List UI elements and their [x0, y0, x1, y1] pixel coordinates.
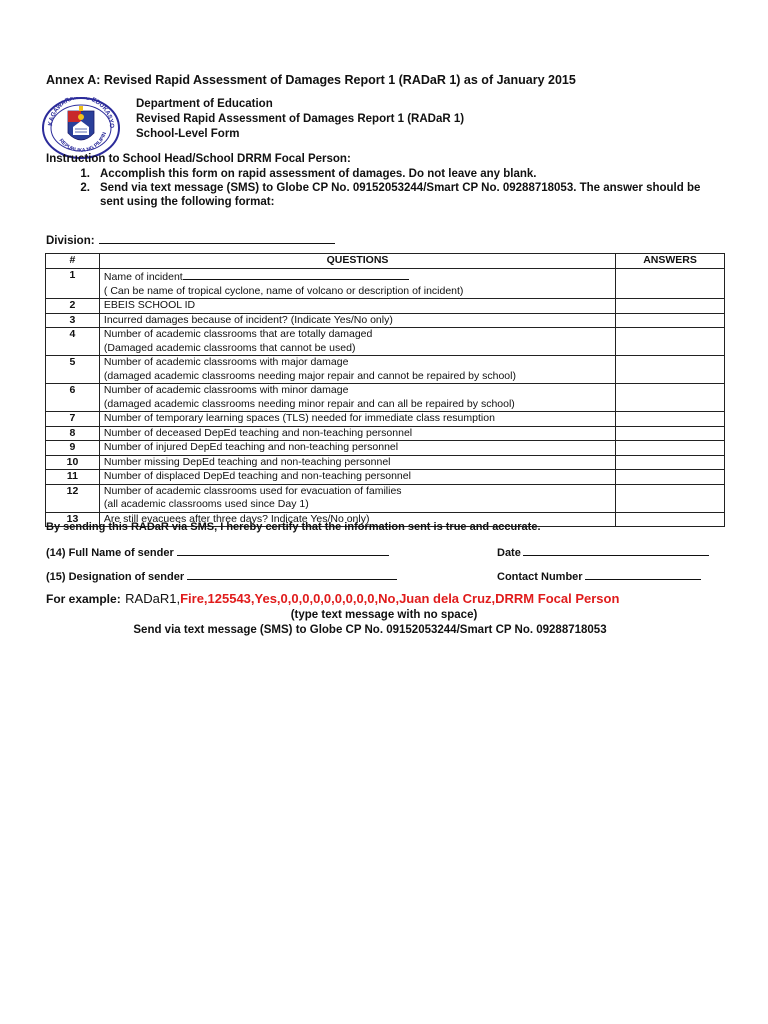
table-row	[46, 269, 725, 299]
answer-cell[interactable]	[616, 269, 725, 299]
table-row	[46, 470, 725, 485]
row-number: 3	[46, 313, 100, 328]
row-number: 6	[46, 384, 100, 412]
question-text	[104, 427, 611, 441]
row-number: 12	[46, 484, 100, 512]
question-line: Number of academic classrooms with minor damage	[103, 384, 349, 396]
question-subtext: (damaged academic classrooms needing major repair and cannot be repaired by school)	[103, 369, 516, 382]
question-text	[104, 384, 611, 398]
example-message	[46, 590, 619, 608]
date-input-line[interactable]	[523, 545, 709, 556]
answer-cell[interactable]	[616, 455, 725, 470]
form-level: School-Level Form	[136, 128, 240, 140]
row-number: 13	[46, 512, 100, 527]
row-number: 8	[46, 426, 100, 441]
question-line: Number of temporary learning spaces (TLS) needed for immediate class resumption	[103, 412, 495, 424]
full-name-input-line[interactable]	[177, 545, 389, 556]
question-text	[104, 412, 611, 426]
no-space-note: (type text message with no space)	[290, 609, 478, 621]
question-line: EBEIS SCHOOL ID	[103, 299, 196, 311]
table-row	[46, 441, 725, 456]
answer-cell[interactable]	[616, 412, 725, 427]
question-line: Number of displaced DepEd teaching and non-teaching personnel	[103, 470, 411, 482]
example-code: RADaR1,	[125, 591, 181, 606]
instruction-item	[46, 167, 736, 181]
form-header	[136, 97, 464, 142]
date-field	[497, 545, 709, 559]
row-number: 5	[46, 356, 100, 384]
answer-cell[interactable]	[616, 313, 725, 328]
question-text	[104, 328, 611, 342]
instruction-text: Send via text message (SMS) to Globe CP No. 09152053244/Smart CP No. 09288718053. The answer should be	[100, 182, 701, 194]
row-number: 7	[46, 412, 100, 427]
question-text	[104, 314, 611, 328]
send-sms-note: Send via text message (SMS) to Globe CP No. 09152053244/Smart CP No. 09288718053	[133, 624, 607, 636]
row-number: 11	[46, 470, 100, 485]
seal-bottom-text: REPUBLIKA NG PILIPIN	[57, 131, 108, 154]
question-line: Number of academic classrooms that are totally damaged	[103, 328, 373, 340]
department-name: Department of Education	[136, 98, 273, 110]
question-line: Name of incident	[103, 271, 183, 283]
table-row	[46, 384, 725, 412]
question-line: Number of injured DepEd teaching and non-teaching personnel	[103, 441, 399, 453]
question-cell	[99, 455, 615, 470]
question-cell	[99, 384, 615, 412]
question-cell	[99, 299, 615, 314]
example-label: For example:	[46, 592, 121, 606]
date-label: Date	[497, 547, 521, 559]
answer-cell[interactable]	[616, 328, 725, 356]
designation-label: (15) Designation of sender	[46, 571, 185, 583]
instructions-title: Instruction to School Head/School DRRM Focal Person:	[46, 153, 351, 165]
question-subtext: (all academic classrooms used since Day 1)	[103, 498, 309, 510]
incident-name-line	[183, 269, 409, 280]
question-line: Number of academic classrooms used for evacuation of families	[103, 484, 402, 497]
designation-input-line[interactable]	[187, 569, 397, 580]
question-cell	[99, 470, 615, 485]
seal-top-text: KAGAWARAN NG EDUKASYO	[47, 97, 116, 129]
row-number: 4	[46, 328, 100, 356]
instruction-continuation: sent using the following format:	[100, 196, 275, 208]
question-line: Number missing DepEd teaching and non-teaching personnel	[103, 455, 391, 468]
question-cell	[99, 412, 615, 427]
table-row	[46, 455, 725, 470]
answer-cell[interactable]	[616, 484, 725, 512]
answer-cell[interactable]	[616, 512, 725, 527]
table-row	[46, 356, 725, 384]
question-cell	[99, 426, 615, 441]
question-text	[104, 470, 611, 484]
instruction-item	[46, 181, 736, 195]
question-cell	[99, 328, 615, 356]
instruction-text: Accomplish this form on rapid assessment of damages. Do not leave any blank.	[100, 168, 537, 180]
instruction-number: 1.	[80, 168, 90, 180]
question-subtext: (Damaged academic classrooms that cannot be used)	[103, 341, 356, 354]
designation-field	[46, 569, 397, 583]
question-line: Incurred damages because of incident? (Indicate Yes/No only)	[103, 313, 393, 326]
form-name: Revised Rapid Assessment of Damages Report 1 (RADaR 1)	[136, 113, 465, 125]
row-number: 1	[46, 269, 100, 299]
contact-number-field	[497, 569, 701, 583]
question-line: Number of deceased DepEd teaching and non-teaching personnel	[103, 426, 413, 439]
full-name-field	[46, 545, 389, 559]
table-row	[46, 328, 725, 356]
certification-statement: By sending this RADaR via SMS, I hereby certify that the information sent is true and accurate.	[46, 521, 541, 533]
question-line: Are still evacuees after three days? Indicate Yes/No only)	[103, 512, 370, 525]
question-text	[104, 456, 611, 470]
instruction-number: 2.	[80, 182, 90, 194]
answer-cell[interactable]	[616, 441, 725, 456]
answer-cell[interactable]	[616, 384, 725, 412]
question-text	[104, 269, 611, 285]
example-value: Fire,125543,Yes,0,0,0,0,0,0,0,0,0,No,Juan dela Cruz,DRRM Focal Person	[180, 591, 620, 606]
contact-number-label: Contact Number	[497, 571, 583, 583]
question-cell	[99, 313, 615, 328]
table-row	[46, 299, 725, 314]
question-text	[104, 441, 611, 455]
instructions-list	[46, 167, 736, 209]
annex-title: Annex A: Revised Rapid Assessment of Damages Report 1 (RADaR 1) as of January 2015	[46, 73, 576, 87]
answer-cell[interactable]	[616, 356, 725, 384]
table-row	[46, 484, 725, 512]
answer-cell[interactable]	[616, 426, 725, 441]
question-text	[104, 299, 611, 313]
division-label: Division:	[46, 235, 95, 247]
header-answers: ANSWERS	[616, 254, 725, 269]
question-cell	[99, 484, 615, 512]
table-row	[46, 426, 725, 441]
full-name-label: (14) Full Name of sender	[46, 547, 174, 559]
answer-cell[interactable]	[616, 299, 725, 314]
contact-number-input-line[interactable]	[585, 569, 701, 580]
division-input-line[interactable]	[99, 232, 335, 244]
question-line: Number of academic classrooms with major damage	[103, 356, 349, 368]
row-number: 10	[46, 455, 100, 470]
division-field	[46, 232, 335, 247]
table-row	[46, 412, 725, 427]
header-number: #	[46, 254, 100, 269]
question-cell	[99, 441, 615, 456]
question-text	[104, 485, 611, 499]
deped-seal-icon	[40, 97, 122, 159]
row-number: 9	[46, 441, 100, 456]
header-questions: QUESTIONS	[99, 254, 615, 269]
table-header-row	[46, 254, 725, 269]
question-cell	[99, 269, 615, 299]
table-row	[46, 313, 725, 328]
question-text	[104, 356, 611, 370]
question-subtext: (damaged academic classrooms needing minor repair and can all be repaired by school)	[103, 397, 515, 410]
row-number: 2	[46, 299, 100, 314]
answer-cell[interactable]	[616, 470, 725, 485]
question-cell	[99, 356, 615, 384]
question-subtext: ( Can be name of tropical cyclone, name of volcano or description of incident)	[103, 284, 464, 297]
questions-table	[45, 253, 725, 527]
